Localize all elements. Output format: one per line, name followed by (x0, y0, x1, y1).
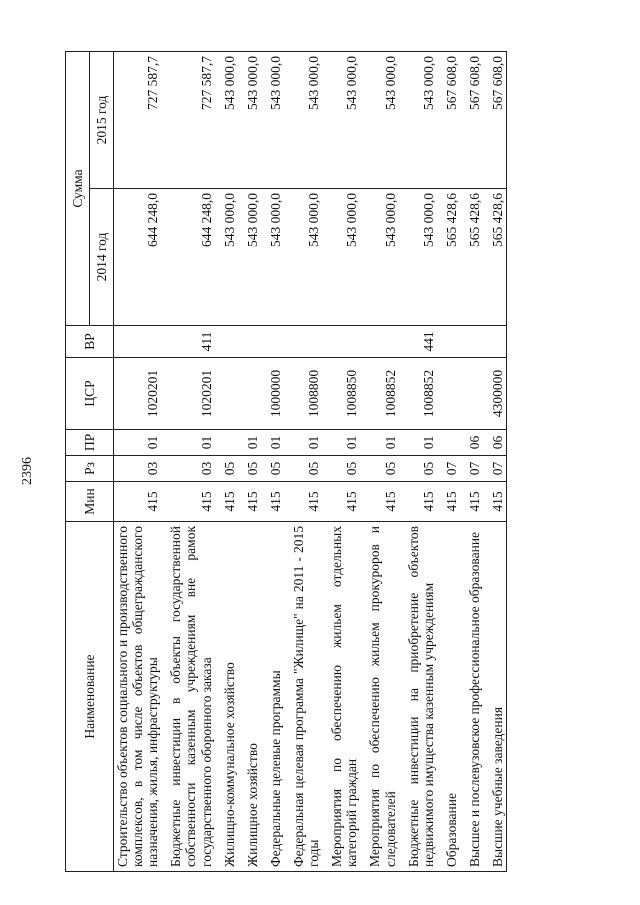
cell-2014: 565 428,6 (466, 189, 483, 326)
table-row (290, 51, 322, 871)
cell-vr (221, 326, 238, 358)
cell-2014: 565 428,6 (443, 189, 460, 326)
cell-min: 415 (267, 482, 284, 522)
cell-vr (114, 326, 162, 358)
cell-rz: 05 (267, 456, 284, 482)
cell-rz: 07 (466, 456, 483, 482)
cell-2015: 567 608,0 (489, 51, 507, 188)
table-body (114, 51, 507, 871)
cell-pr: 01 (167, 430, 214, 456)
cell-name: Бюджетные инвестиции на приобретение объектов недвижимого имущества казенным учреждениям (405, 522, 437, 872)
cell-name: Строительство объектов социального и производственного комплексов, в том числе объектов общегражданского назначения, жилья, инфраструктуры (114, 522, 162, 872)
cell-csr: 1020201 (167, 358, 214, 430)
cell-vr (489, 326, 507, 358)
cell-rz: 03 (167, 456, 214, 482)
table-row (405, 51, 437, 871)
cell-rz: 05 (405, 456, 437, 482)
col-header-csr: ЦСР (66, 358, 114, 430)
cell-2014: 644 248,0 (114, 189, 162, 326)
table-row (443, 51, 460, 871)
cell-min: 415 (328, 482, 360, 522)
cell-pr (443, 430, 460, 456)
col-header-rz: Рз (66, 456, 114, 482)
cell-pr: 01 (290, 430, 322, 456)
cell-rz: 07 (489, 456, 507, 482)
cell-2015: 543 000,0 (267, 51, 284, 188)
cell-2015: 543 000,0 (221, 51, 238, 188)
cell-2015: 543 000,0 (366, 51, 398, 188)
cell-csr: 1008800 (290, 358, 322, 430)
table-row (221, 51, 238, 871)
col-header-2014: 2014 год (90, 189, 114, 326)
cell-min: 415 (443, 482, 460, 522)
cell-vr (290, 326, 322, 358)
table-row (244, 51, 261, 871)
table-row (466, 51, 483, 871)
cell-name: Образование (443, 522, 460, 872)
cell-csr (466, 358, 483, 430)
cell-name: Федеральная целевая программа "Жилище" на 2011 - 2015 годы (290, 522, 322, 872)
cell-pr: 01 (244, 430, 261, 456)
page-number-text: 2396 (20, 457, 35, 485)
cell-2015: 543 000,0 (328, 51, 360, 188)
cell-vr: 411 (167, 326, 214, 358)
col-header-min: Мин (66, 482, 114, 522)
cell-2015: 543 000,0 (290, 51, 322, 188)
cell-csr: 1000000 (267, 358, 284, 430)
cell-name: Мероприятия по обеспечению жильем прокуроров и следователей (366, 522, 398, 872)
cell-rz: 05 (366, 456, 398, 482)
cell-name: Жилищно-коммунальное хозяйство (221, 522, 238, 872)
cell-2015: 727 587,7 (114, 51, 162, 188)
table-row (167, 51, 214, 871)
table-row (489, 51, 507, 871)
cell-min: 415 (244, 482, 261, 522)
col-header-name: Наименование (66, 522, 114, 872)
cell-pr: 06 (466, 430, 483, 456)
cell-min: 415 (366, 482, 398, 522)
cell-pr: 01 (366, 430, 398, 456)
cell-min: 415 (167, 482, 214, 522)
cell-name: Жилищное хозяйство (244, 522, 261, 872)
cell-vr (267, 326, 284, 358)
cell-2014: 543 000,0 (290, 189, 322, 326)
cell-csr: 1008850 (328, 358, 360, 430)
table-row (114, 51, 162, 871)
cell-name: Мероприятия по обеспечению жильем отдельных категорий граждан (328, 522, 360, 872)
page-number (18, 446, 38, 496)
cell-2014: 543 000,0 (244, 189, 261, 326)
cell-2014: 644 248,0 (167, 189, 214, 326)
cell-2014: 565 428,6 (489, 189, 507, 326)
cell-csr (443, 358, 460, 430)
cell-pr: 01 (405, 430, 437, 456)
cell-2014: 543 000,0 (405, 189, 437, 326)
cell-2014: 543 000,0 (328, 189, 360, 326)
cell-2014: 543 000,0 (267, 189, 284, 326)
cell-min: 415 (114, 482, 162, 522)
rotated-table-region (65, 52, 593, 872)
table-row (328, 51, 360, 871)
table-row (267, 51, 284, 871)
cell-2015: 567 608,0 (466, 51, 483, 188)
cell-csr (244, 358, 261, 430)
cell-rz: 03 (114, 456, 162, 482)
cell-name: Высшее и послевузовское профессиональное образование (466, 522, 483, 872)
col-header-pr: ПР (66, 430, 114, 456)
cell-pr: 06 (489, 430, 507, 456)
cell-2015: 727 587,7 (167, 51, 214, 188)
cell-csr: 4300000 (489, 358, 507, 430)
cell-name: Бюджетные инвестиции в объекты государственной собственности казенным учреждениям вне рамок государственного оборонного заказа (167, 522, 214, 872)
cell-vr (443, 326, 460, 358)
cell-2015: 543 000,0 (405, 51, 437, 188)
cell-vr (366, 326, 398, 358)
col-header-sum: Сумма (66, 51, 90, 325)
cell-2015: 567 608,0 (443, 51, 460, 188)
cell-vr (466, 326, 483, 358)
cell-min: 415 (489, 482, 507, 522)
cell-csr: 1008852 (405, 358, 437, 430)
cell-rz: 07 (443, 456, 460, 482)
cell-vr (328, 326, 360, 358)
cell-rz: 05 (328, 456, 360, 482)
cell-2014: 543 000,0 (366, 189, 398, 326)
cell-rz: 05 (290, 456, 322, 482)
cell-min: 415 (466, 482, 483, 522)
cell-2015: 543 000,0 (244, 51, 261, 188)
table-header (66, 51, 114, 871)
table-row (366, 51, 398, 871)
cell-rz: 05 (244, 456, 261, 482)
cell-min: 415 (221, 482, 238, 522)
cell-vr (244, 326, 261, 358)
cell-pr (221, 430, 238, 456)
cell-rz: 05 (221, 456, 238, 482)
cell-csr: 1008852 (366, 358, 398, 430)
cell-min: 415 (405, 482, 437, 522)
budget-table (65, 51, 507, 872)
cell-pr: 01 (328, 430, 360, 456)
cell-pr: 01 (267, 430, 284, 456)
cell-2014: 543 000,0 (221, 189, 238, 326)
cell-min: 415 (290, 482, 322, 522)
cell-csr (221, 358, 238, 430)
cell-pr: 01 (114, 430, 162, 456)
cell-name: Федеральные целевые программы (267, 522, 284, 872)
col-header-2015: 2015 год (90, 51, 114, 188)
col-header-vr: ВР (66, 326, 114, 358)
cell-name: Высшие учебные заведения (489, 522, 507, 872)
cell-vr: 441 (405, 326, 437, 358)
cell-csr: 1020201 (114, 358, 162, 430)
